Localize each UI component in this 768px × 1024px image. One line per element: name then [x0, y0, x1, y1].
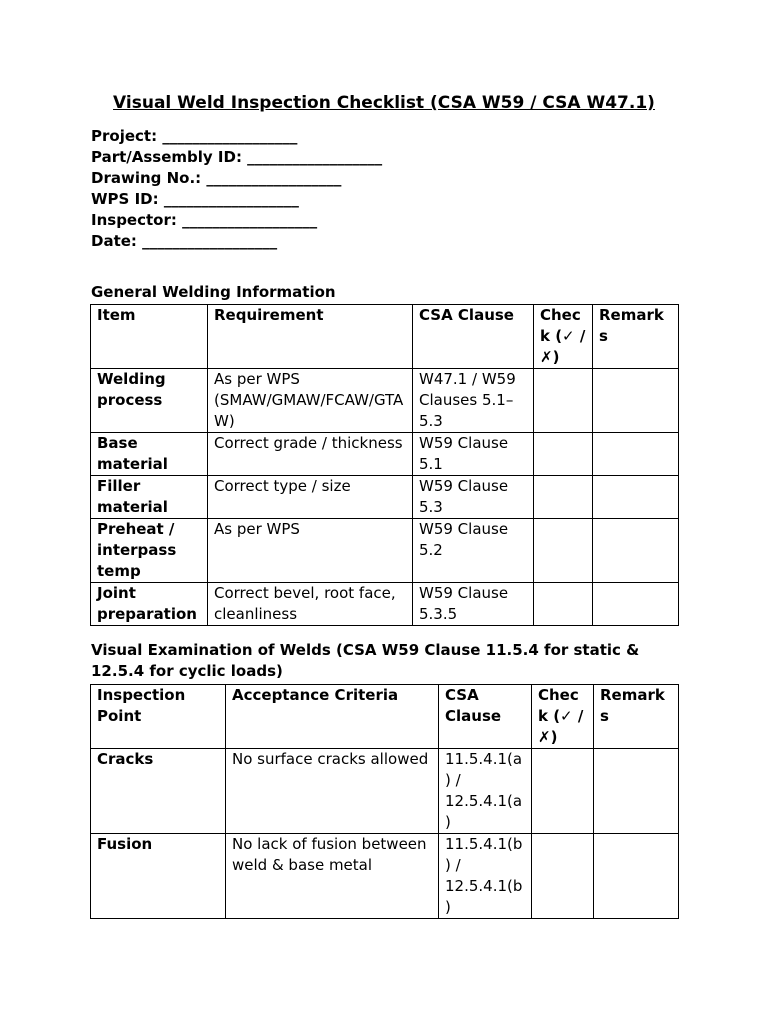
item-cell: Fusion — [91, 834, 226, 919]
col-header-check: Check (✓ / ✗) — [532, 685, 594, 749]
requirement-cell: As per WPS (SMAW/GMAW/FCAW/GTAW) — [208, 369, 413, 433]
col-header-acceptance-criteria: Acceptance Criteria — [226, 685, 439, 749]
check-cell[interactable] — [534, 369, 593, 433]
item-cell: Joint preparation — [91, 583, 208, 626]
inspector-field[interactable] — [91, 210, 382, 231]
remarks-cell[interactable] — [594, 749, 679, 834]
field-blank: __________________ — [247, 148, 383, 166]
clause-cell: W47.1 / W59 Clauses 5.1–5.3 — [413, 369, 534, 433]
requirement-cell: Correct type / size — [208, 476, 413, 519]
page-title: Visual Weld Inspection Checklist (CSA W59 / CSA W47.1) — [113, 93, 655, 113]
col-header-requirement: Requirement — [208, 305, 413, 369]
check-cell[interactable] — [534, 476, 593, 519]
header-fields — [91, 126, 382, 252]
remarks-cell[interactable] — [593, 519, 679, 583]
clause-cell: 11.5.4.1(a) / 12.5.4.1(a) — [439, 749, 532, 834]
table-header-row — [91, 685, 679, 749]
general-welding-table — [90, 304, 679, 626]
clause-cell: 11.5.4.1(b) / 12.5.4.1(b) — [439, 834, 532, 919]
clause-cell: W59 Clause 5.1 — [413, 433, 534, 476]
table-row — [91, 433, 679, 476]
field-label: Part/Assembly ID: — [91, 148, 242, 166]
col-header-inspection-point: Inspection Point — [91, 685, 226, 749]
check-cell[interactable] — [534, 519, 593, 583]
item-cell: Welding process — [91, 369, 208, 433]
remarks-cell[interactable] — [593, 583, 679, 626]
part-assembly-id-field[interactable] — [91, 147, 382, 168]
drawing-no-field[interactable] — [91, 168, 382, 189]
field-label: Inspector: — [91, 211, 177, 229]
field-blank: __________________ — [182, 211, 318, 229]
table-row — [91, 834, 679, 919]
field-label: Project: — [91, 127, 158, 145]
col-header-remarks: Remarks — [593, 305, 679, 369]
field-blank: __________________ — [142, 232, 278, 250]
remarks-cell[interactable] — [593, 433, 679, 476]
col-header-csa-clause: CSA Clause — [413, 305, 534, 369]
general-section-heading: General Welding Information — [91, 283, 336, 301]
table-row — [91, 476, 679, 519]
visual-section-heading: Visual Examination of Welds (CSA W59 Clause 11.5.4 for static & 12.5.4 for cyclic loads) — [91, 641, 640, 680]
check-cell[interactable] — [534, 433, 593, 476]
col-header-item: Item — [91, 305, 208, 369]
field-label: Drawing No.: — [91, 169, 202, 187]
col-header-csa-clause: CSA Clause — [439, 685, 532, 749]
item-cell: Filler material — [91, 476, 208, 519]
field-label: WPS ID: — [91, 190, 159, 208]
table-row — [91, 519, 679, 583]
requirement-cell: As per WPS — [208, 519, 413, 583]
check-cell[interactable] — [532, 749, 594, 834]
remarks-cell[interactable] — [594, 834, 679, 919]
requirement-cell: Correct grade / thickness — [208, 433, 413, 476]
criteria-cell: No lack of fusion between weld & base metal — [226, 834, 439, 919]
clause-cell: W59 Clause 5.2 — [413, 519, 534, 583]
remarks-cell[interactable] — [593, 369, 679, 433]
table-row — [91, 749, 679, 834]
item-cell: Preheat / interpass temp — [91, 519, 208, 583]
check-cell[interactable] — [534, 583, 593, 626]
wps-id-field[interactable] — [91, 189, 382, 210]
clause-cell: W59 Clause 5.3.5 — [413, 583, 534, 626]
check-cell[interactable] — [532, 834, 594, 919]
item-cell: Base material — [91, 433, 208, 476]
field-label: Date: — [91, 232, 137, 250]
project-field[interactable] — [91, 126, 382, 147]
col-header-remarks: Remarks — [594, 685, 679, 749]
field-blank: __________________ — [206, 169, 342, 187]
table-header-row — [91, 305, 679, 369]
requirement-cell: Correct bevel, root face, cleanliness — [208, 583, 413, 626]
field-blank: __________________ — [162, 127, 298, 145]
date-field[interactable] — [91, 231, 382, 252]
visual-examination-table — [90, 684, 679, 919]
col-header-check: Check (✓ / ✗) — [534, 305, 593, 369]
criteria-cell: No surface cracks allowed — [226, 749, 439, 834]
table-row — [91, 369, 679, 433]
field-blank: __________________ — [163, 190, 299, 208]
remarks-cell[interactable] — [593, 476, 679, 519]
table-row — [91, 583, 679, 626]
item-cell: Cracks — [91, 749, 226, 834]
clause-cell: W59 Clause 5.3 — [413, 476, 534, 519]
